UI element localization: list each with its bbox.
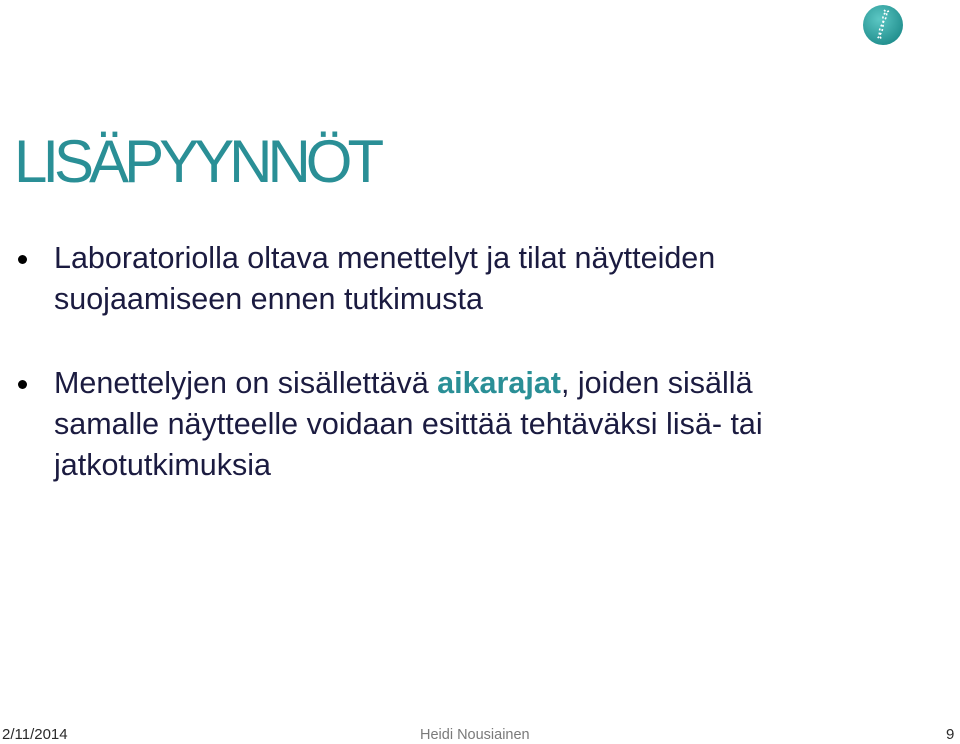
bullet-text-segment: Menettelyjen on sisällettävä (54, 366, 438, 400)
bullet-text-line: jatkotutkimuksia (54, 448, 271, 482)
bullet-text-line: suojaamiseen ennen tutkimusta (54, 282, 483, 316)
bullet-text-segment: , joiden sisällä (560, 366, 753, 400)
footer-author: Heidi Nousiainen (420, 727, 530, 743)
footer-page-number: 9 (946, 726, 955, 743)
bullet-text-line (54, 363, 940, 404)
bullet-list (0, 238, 940, 529)
bullet-item-time-limits (0, 363, 940, 486)
bullet-item-procedures (0, 238, 940, 320)
bullet-dot (18, 380, 27, 389)
highlighted-term: aikarajat (437, 366, 561, 400)
bullet-dot (18, 255, 27, 264)
bullet-text-line: Laboratoriolla oltava menettelyt ja tilat näytteiden (54, 241, 716, 275)
bullet-text-line: samalle näytteelle voidaan esittää tehtäväksi lisä- tai (54, 407, 763, 441)
footer-date: 2/11/2014 (2, 726, 68, 743)
slide-title: LISÄPYYNNÖT (14, 128, 380, 195)
dna-helix-icon (862, 4, 904, 46)
